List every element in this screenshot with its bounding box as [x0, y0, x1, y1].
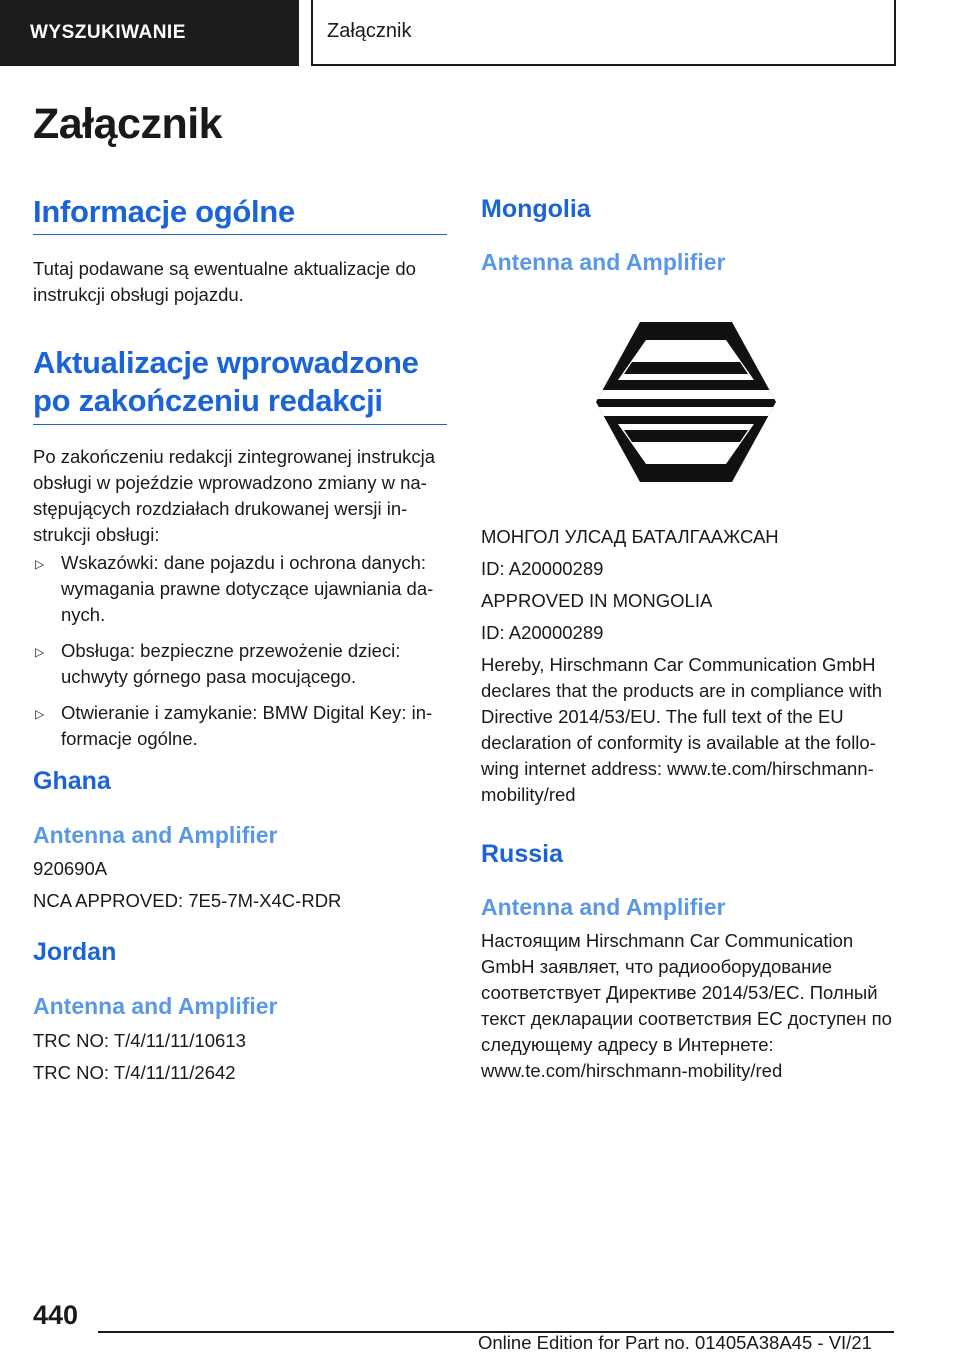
updates-bullet-list	[33, 550, 447, 762]
general-heading-rule	[33, 234, 447, 235]
ghana-line2: NCA APPROVED: 7E5-7M-X4C-RDR	[33, 890, 342, 911]
jordan-line1: TRC NO: T/4/11/11/10613	[33, 1030, 246, 1051]
triangle-right-icon: ▷	[35, 707, 45, 721]
search-tab[interactable]: WYSZUKIWANIE	[0, 0, 299, 66]
mongolia-line2: ID: A20000289	[481, 558, 604, 579]
jordan-product-heading: Antenna and Amplifier	[33, 993, 278, 1019]
ghana-heading: Ghana	[33, 767, 111, 795]
jordan-line2: TRC NO: T/4/11/11/2642	[33, 1062, 236, 1083]
page-header	[0, 0, 960, 66]
list-item-text: Obsługa: bezpieczne przewożenie dzieci: uchwyty górnego pasa mocującego.	[61, 640, 401, 687]
general-heading: Informacje ogólne	[33, 194, 295, 229]
updates-heading	[33, 344, 453, 420]
mongolia-declaration: Hereby, Hirschmann Car Communication GmbH declares that the products are in compliance with Directive 2014/53/EU. The full text of the EU declaration of conformity is available at the follo-wing internet address: www.te.com/hirschmann-mobility/red	[481, 654, 883, 805]
russia-heading: Russia	[481, 840, 563, 868]
mongolia-line1: МОНГОЛ УЛСАД БАТАЛГААЖСАН	[481, 526, 779, 547]
section-tab[interactable]: Załącznik	[311, 0, 896, 66]
updates-heading-line2: po zakończeniu redakcji	[33, 383, 383, 418]
list-item	[33, 638, 447, 690]
list-item	[33, 550, 447, 628]
list-item-text: Wskazówki: dane pojazdu i ochrona danych: wymagania prawne dotyczące ujawniania da-nych.	[61, 552, 434, 625]
russia-product-heading: Antenna and Amplifier	[481, 894, 726, 920]
footer-edition-text: Online Edition for Part no. 01405A38A45 - VI/21	[478, 1332, 872, 1353]
mongolia-heading: Mongolia	[481, 195, 591, 223]
mongolia-certification-logo-icon	[594, 318, 778, 486]
updates-heading-line1: Aktualizacje wprowadzone	[33, 345, 419, 380]
russia-declaration: Настоящим Hirschmann Car Communication GmbH заявляет, что радиооборудование соответствует Директиве 2014/53/EC. Полный текст декларации соответствия ЕС доступен по следующему адресу в Интернете: www.te.com/hirschmann-mobility/red	[481, 930, 892, 1081]
updates-heading-rule	[33, 424, 447, 425]
mongolia-line4: ID: A20000289	[481, 622, 604, 643]
ghana-line1: 920690A	[33, 858, 108, 879]
page-number: 440	[33, 1300, 79, 1330]
mongolia-product-heading: Antenna and Amplifier	[481, 249, 726, 275]
triangle-right-icon: ▷	[35, 645, 45, 659]
ghana-product-heading: Antenna and Amplifier	[33, 822, 278, 848]
jordan-heading: Jordan	[33, 938, 117, 966]
list-item-text: Otwieranie i zamykanie: BMW Digital Key: in-formacje ogólne.	[61, 702, 433, 749]
list-item	[33, 700, 447, 752]
triangle-right-icon: ▷	[35, 557, 45, 571]
general-text: Tutaj podawane są ewentualne aktualizacje do instrukcji obsługi pojazdu.	[33, 258, 416, 305]
updates-text: Po zakończeniu redakcji zintegrowanej instrukcja obsługi w pojeździe wprowadzono zmiany w na-stępujących rozdziałach drukowanej wersji in-strukcji obsługi:	[33, 446, 436, 545]
page-title: Załącznik	[33, 100, 223, 148]
mongolia-line3: APPROVED IN MONGOLIA	[481, 590, 713, 611]
